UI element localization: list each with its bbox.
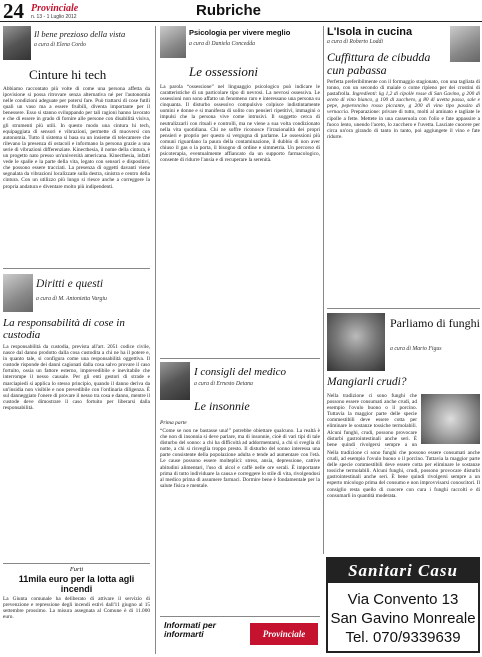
article-vista [3,26,150,266]
column-kicker: Parliamo di funghi [390,316,480,330]
column-rule [323,26,324,554]
masthead-logo: Provinciale [31,3,79,14]
article-body-continued: Nella tradizione ci sono funghi che possono essere consumati anche crudi, ad esempio l'ovulo buono o il porcino. Tuttavia la maggior parte delle specie commestibili deve essere cotta per eliminare le sostanze tossiche termolabili. Alcuni funghi, crudi, possono provocare disturbi gastrointestinali anche seri. È bene quindi rivolgersi sempre a un esperto micologo prima del consumo e non improvvisarsi conoscitori. Il consiglio resta quello di cuocere con cura i funghi raccolti e di consumarli in quantità moderata. [327,450,480,499]
column-byline: a cura di Ernesto Deiana [194,381,253,387]
section-title: Rubriche [196,2,262,19]
divider [3,563,150,564]
column-kicker: I consigli del medico [194,366,286,378]
author-photo [3,26,31,60]
advertisement [326,557,480,653]
mushroom-photo [327,313,385,371]
column-kicker: L'Isola in cucina [327,26,413,38]
article-diritti [3,272,150,562]
page-header [0,0,482,22]
article-title: La responsabilità di cose in custodia [3,317,125,341]
article-body: Nella tradizione ci sono funghi che possono essere consumati anche crudi, ad esempio l'ovulo buono o il porcino. Tuttavia la maggior parte delle specie commestibili deve essere cotta per eliminare le sostanze tossiche termolabili. Alcuni funghi, crudi, possono provocare disturbi gastrointestinali anche seri. È bene quindi rivolgersi sempre a un [327,393,417,448]
divider [3,268,150,269]
article-title: Mangiarli crudi? [327,376,407,388]
article-title: Cuffittura de cibudda cun pabassa [327,50,431,77]
column-byline: a cura di Daniela Concedda [189,41,256,47]
column-kicker: Psicologia per vivere meglio [189,28,291,37]
article-psicologia [160,26,320,356]
article-body: La parola “ossessione” nel linguaggio psicologico può indicare le caratteristiche di un particolare tipo di nevrosi. La nevrosi ossessiva. Le ossessioni non sono affatto un fenomeno raro e interessano una persona su cinquanta. Il disturbo ossessivo compulsivo colpisce indistintamente uomini e donne e si manifesta di solito con pensieri ripetitivi, immagini o impulsi che la persona vive come intrusivi. Il soggetto cerca di neutralizzarli con rituali e controlli, ma ne viene a sua volta condizionato nella vita quotidiana. Chi ne soffre riconosce l'irrazionalità dei propri pensieri e proprio per questo si vergogna di parlarne. Le ossessioni più comuni riguardano la paura della contaminazione, il dubbio di non aver chiuso il gas o la porta, il bisogno di ordine e simmetria. Un percorso di psicoterapia, eventualmente affiancato da un supporto farmacologico, consente di ridurre l'ansia e di recuperare la serenità. [160,84,320,164]
brief-kicker: Furti [69,566,84,573]
article-funghi [327,311,480,553]
column-byline: a cura di Elena Cordo [34,42,86,48]
divider [160,358,320,359]
banner-slogan: Informati per informarti [164,620,216,639]
article-body: “Come se non ne bastasse una!” potrebbe obiettare qualcuno. La realtà è che non di insonnia si deve parlare, ma di insonnie, cioè di vari tipi di tale disturbo del sonno: a chi ha difficoltà ad addormentarsi, a chi si sveglia di notte, a chi si risveglia troppo presto. Il disturbo del sonno interessa una parte consistente della popolazione adulta e tende ad aumentare con l'età. Le cause possono essere molteplici: stress, ansia, depressione, cattive abitudini alimentari, l'uso di alcol e caffè nelle ore serali. È importante prima di tutto individuare la causa e correggere lo stile di vita, rivolgendosi al medico prima di assumere farmaci. Dormire bene è fondamentale per la salute fisica e mentale. [160,428,320,489]
column-byline: a cura di Mario Figus [390,346,442,352]
brief-body: La Giunta comunale ha deliberato di attivare il servizio di prevenzione e repressione degli incendi estivi dall'11 giugno al 15 settembre prossimo. La misura assegnata al Comune è di 11.000 euro. [3,596,150,621]
author-photo [160,26,186,58]
banner-logo: Provinciale [250,623,318,645]
article-cucina [327,26,480,306]
brief-title: 11mila euro per la lotta agli incendi [18,574,135,594]
ad-address: Via Convento 13 [347,591,459,608]
article-incendi [3,566,150,654]
mushroom-dish-photo [421,394,480,444]
column-kicker: Il bene prezioso della vista [34,29,126,39]
column-rule [155,26,156,654]
ad-city: San Gavino Monreale [330,610,476,627]
ad-title: Sanitari Casu [328,559,478,583]
issue-line: n. 13 - 1 Luglio 2012 [31,14,77,20]
author-photo [3,274,33,312]
article-part: Prima parte [160,420,187,426]
author-photo [450,26,480,62]
article-body: Abbiamo raccontato più volte di come una persona affetta da ipovisione si possa ritrovare senza alternativa né per l'autonomia nelle condizioni adeguate per potersi fare. Può trattarsi di cose futili quali un vaso ma a essere fruibili, diventa importante per il benessere. Esso si stanno sviluppando per tali ragioni hanno lavorato e che di essere in grado di fornire alle persone con disabilità visiva, gli strumenti più utili. In questo modo una cintura hi tech, equipaggiata di sensori e vibrazioni, permette di muoversi con autonomia. Tutto il sistema si basa su un insieme di telecamere che rilevano la presenza di ostacoli e informano la persona grazie a una serie di vibrazioni differenziate. Kinecthesia, il nome della cintura, è un progetto nato presso un'università americana. Kinecthesia, infatti vede le spalle e la parte della vita, legato con sensori e dispositivi, che possono essere tracciati. La presenza di oggetti davanti viene segnalata da vibrazioni localizzate sulla destra, sinistra e centro della cintura. Con un utilizzo più lungo si riesce anche a correggere la propria andatura e diventare molto più indipendenti. [3,86,150,190]
column-byline: a cura di M. Antonietta Vargiu [36,296,107,302]
footer-banner [160,616,320,652]
article-title: Le insonnie [194,399,250,413]
ad-phone: Tel. 070/9339639 [345,629,461,646]
page-number: 24 [3,0,24,23]
column-kicker: Diritti e questi [36,278,104,290]
article-body: La responsabilità da custodia, prevista all'art. 2051 codice civile, nasce dal danno prodotto dalla cosa custodita a chi ne ha il potere e, in quanto tale, si configura come una responsabilità oggettiva. Il custode risponde dei danni cagionati dalla cosa salvo provare il caso fortuito, ossia un fattore esterno, imprevedibile e inevitabile che interrompe il nesso causale. Per gli enti gestori di strade e marciapiedi si applica lo stesso principio, quando il danno deriva da un'insidia non visibile e non prevedibile con l'ordinaria diligenza. È sul danneggiato l'onere di provare il nesso tra cosa e danno, mentre il custode deve dimostrare il caso fortuito per liberarsi dalla responsabilità. [3,344,150,411]
column-byline: a cura di Roberto Loddi [327,39,384,45]
article-title: Le ossessioni [189,64,258,79]
article-body: Perfetta preferibilmente con il formaggio stagionato, con una tagliata di tonno, con un secondo di maiale o come ripieno per dei crostini di pastafrolla. Ingredienti: kg 1,2 di cipolle rosse di San Gavino, g 200 di aceto di vino bianco, g 100 di zucchero, g 80 di uvetta passa, sale e pepe, peperoncino rosso piccante, g 200 di vino tipo passito di vernaccia. Preparazione: privare di tutto, molti al aminato e tagliate le cipolle a fette. Mettete in una casseruola con l'olio e fate appassire a fuoco lento, unendo l'aceto, lo zucchero e l'uvetta. Lasciate cuocere per circa un'ora girando di tanto in tanto, poi aggiungete il vino e fate ridurre. [327,79,480,140]
author-photo [160,362,190,400]
article-medico [160,362,320,654]
divider [327,308,480,309]
article-title: Cinture hi tech [29,67,107,82]
